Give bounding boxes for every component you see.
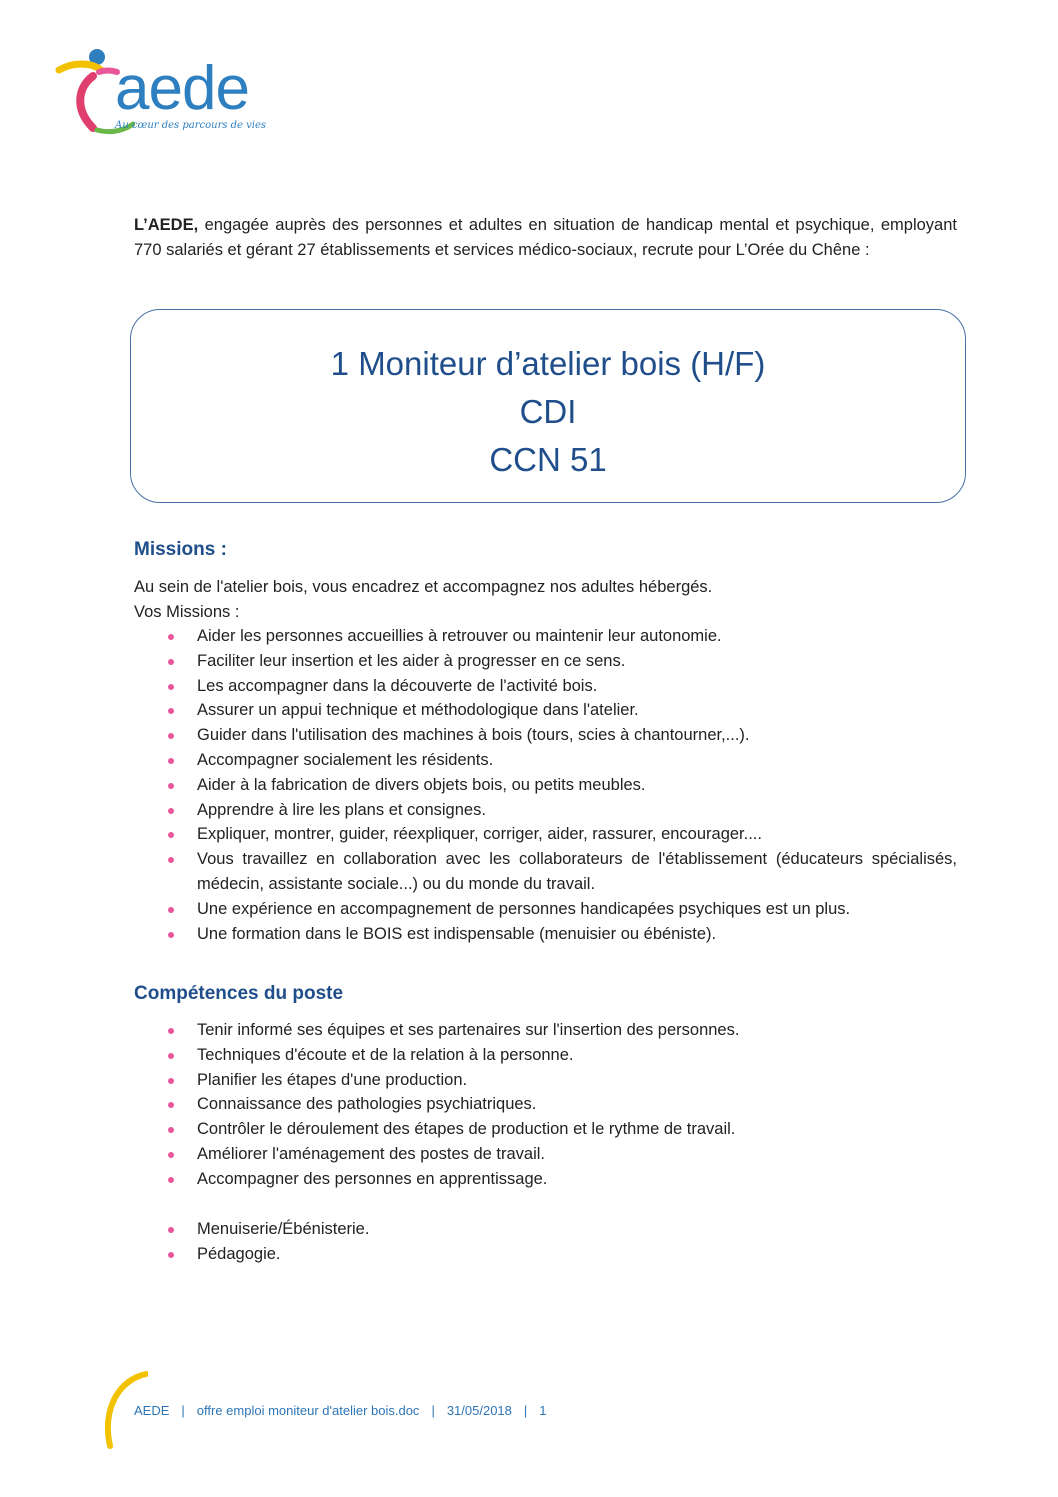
intro-paragraph — [134, 213, 957, 263]
bullet-text: Tenir informé ses équipes et ses partenaires sur l'insertion des personnes. — [197, 1021, 740, 1039]
intro-org-name: L’AEDE, — [134, 216, 199, 234]
footer-separator: | — [431, 1403, 435, 1418]
bullet-item — [134, 847, 957, 897]
missions-intro — [134, 575, 957, 624]
bullet-item — [134, 1217, 957, 1242]
bullet-dot-icon — [168, 634, 174, 640]
bullet-text: Les accompagner dans la découverte de l'activité bois. — [197, 676, 598, 695]
bullet-dot-icon — [168, 659, 174, 665]
bullet-text: Assurer un appui technique et méthodologique dans l'atelier. — [197, 701, 639, 720]
bullet-dot-icon — [168, 1053, 174, 1059]
footer-date: 31/05/2018 — [446, 1403, 512, 1418]
bullet-text: Accompagner des personnes en apprentissage. — [197, 1169, 548, 1188]
bullet-text: Guider dans l'utilisation des machines à bois (tours, scies à chantourner,...). — [197, 726, 750, 745]
bullet-item — [134, 1092, 957, 1117]
bullet-item — [134, 1117, 957, 1142]
competences-list — [134, 1018, 957, 1192]
job-title-box — [130, 309, 966, 503]
bullet-dot-icon — [168, 857, 174, 863]
bullet-text: Apprendre à lire les plans et consignes. — [197, 800, 486, 819]
bullet-dot-icon — [168, 758, 174, 764]
bullet-item — [134, 1167, 957, 1192]
bullet-item — [134, 1043, 957, 1068]
bullet-dot-icon — [168, 1152, 174, 1158]
bullet-item — [134, 624, 957, 649]
footer-separator: | — [523, 1403, 528, 1418]
collective-agreement: CCN 51 — [489, 441, 607, 478]
bullet-dot-icon — [168, 783, 174, 789]
bullet-item — [134, 822, 957, 847]
bullet-text: Faciliter leur insertion et les aider à progresser en ce sens. — [197, 651, 626, 670]
bullet-dot-icon — [168, 1028, 174, 1034]
bullet-text: Planifier les étapes d'une production. — [197, 1070, 468, 1089]
bullet-text: Améliorer l'aménagement des postes de travail. — [197, 1144, 545, 1163]
logo-tagline: Au cœur des parcours de vies — [115, 120, 267, 131]
bullet-text: Expliquer, montrer, guider, réexpliquer, corriger, aider, rassurer, encourager.... — [197, 825, 762, 844]
aede-logo — [55, 48, 267, 138]
footer-filename: offre emploi moniteur d'atelier bois.doc — [196, 1403, 420, 1418]
bullet-dot-icon — [168, 932, 174, 938]
bullet-text: Pédagogie. — [197, 1244, 281, 1263]
bullet-text: Une expérience en accompagnement de personnes handicapées psychiques est un plus. — [197, 899, 851, 918]
missions-list — [134, 624, 957, 946]
bullet-item — [134, 1142, 957, 1167]
job-title: 1 Moniteur d’atelier bois (H/F) — [330, 345, 766, 382]
bullet-dot-icon — [168, 1227, 174, 1233]
bullet-item — [134, 698, 957, 723]
page-footer — [134, 1403, 547, 1418]
bullet-dot-icon — [168, 684, 174, 690]
bullet-item — [134, 723, 957, 748]
footer-org: AEDE — [134, 1403, 170, 1418]
bullet-dot-icon — [168, 808, 174, 814]
bullet-text: Aider à la fabrication de divers objets bois, ou petits meubles. — [197, 775, 646, 794]
competences-heading: Compétences du poste — [134, 983, 344, 1004]
footer-page-number: 1 — [539, 1403, 547, 1418]
bullet-text: Aider les personnes accueillies à retrouver ou maintenir leur autonomie. — [197, 627, 722, 645]
bullet-dot-icon — [168, 733, 174, 739]
bullet-item — [134, 1068, 957, 1093]
bullet-item — [134, 1242, 957, 1267]
bullet-item — [134, 1018, 957, 1043]
missions-intro-line: Vos Missions : — [134, 602, 240, 621]
bullet-item — [134, 649, 957, 674]
bullet-text: Accompagner socialement les résidents. — [197, 750, 494, 769]
bullet-text: Contrôler le déroulement des étapes de production et le rythme de travail. — [197, 1120, 736, 1139]
bullet-item — [134, 674, 957, 699]
missions-heading: Missions : — [134, 539, 227, 560]
bullet-dot-icon — [168, 1177, 174, 1183]
bullet-text: Vous travaillez en collaboration avec les collaborateurs de l'établissement (éducateurs spécialisés, médecin, assistante sociale...) ou du monde du travail. — [197, 850, 957, 893]
bullet-dot-icon — [168, 1102, 174, 1108]
intro-text: engagée auprès des personnes et adultes en situation de handicap mental et psychique, employant 770 salariés et gérant 27 établissements et services médico-sociaux, recrute pour L’Orée du Chêne : — [134, 216, 957, 259]
bullet-text: Connaissance des pathologies psychiatriques. — [197, 1095, 537, 1114]
bullet-item — [134, 922, 957, 947]
bullet-dot-icon — [168, 1127, 174, 1133]
bullet-item — [134, 773, 957, 798]
logo-wordmark: aede — [115, 54, 249, 123]
bullet-item — [134, 897, 957, 922]
competences-list-extra — [134, 1217, 957, 1267]
bullet-text: Menuiserie/Ébénisterie. — [197, 1220, 370, 1238]
footer-separator: | — [181, 1403, 185, 1418]
missions-intro-line: Au sein de l'atelier bois, vous encadrez et accompagnez nos adultes hébergés. — [134, 578, 713, 596]
bullet-item — [134, 748, 957, 773]
bullet-item — [134, 798, 957, 823]
bullet-dot-icon — [168, 708, 174, 714]
bullet-text: Une formation dans le BOIS est indispensable (menuisier ou ébéniste). — [197, 924, 717, 943]
bullet-dot-icon — [168, 1078, 174, 1084]
contract-type: CDI — [519, 393, 577, 430]
bullet-dot-icon — [168, 907, 174, 913]
bullet-dot-icon — [168, 832, 174, 838]
bullet-dot-icon — [168, 1252, 174, 1258]
bullet-text: Techniques d'écoute et de la relation à la personne. — [197, 1045, 574, 1064]
